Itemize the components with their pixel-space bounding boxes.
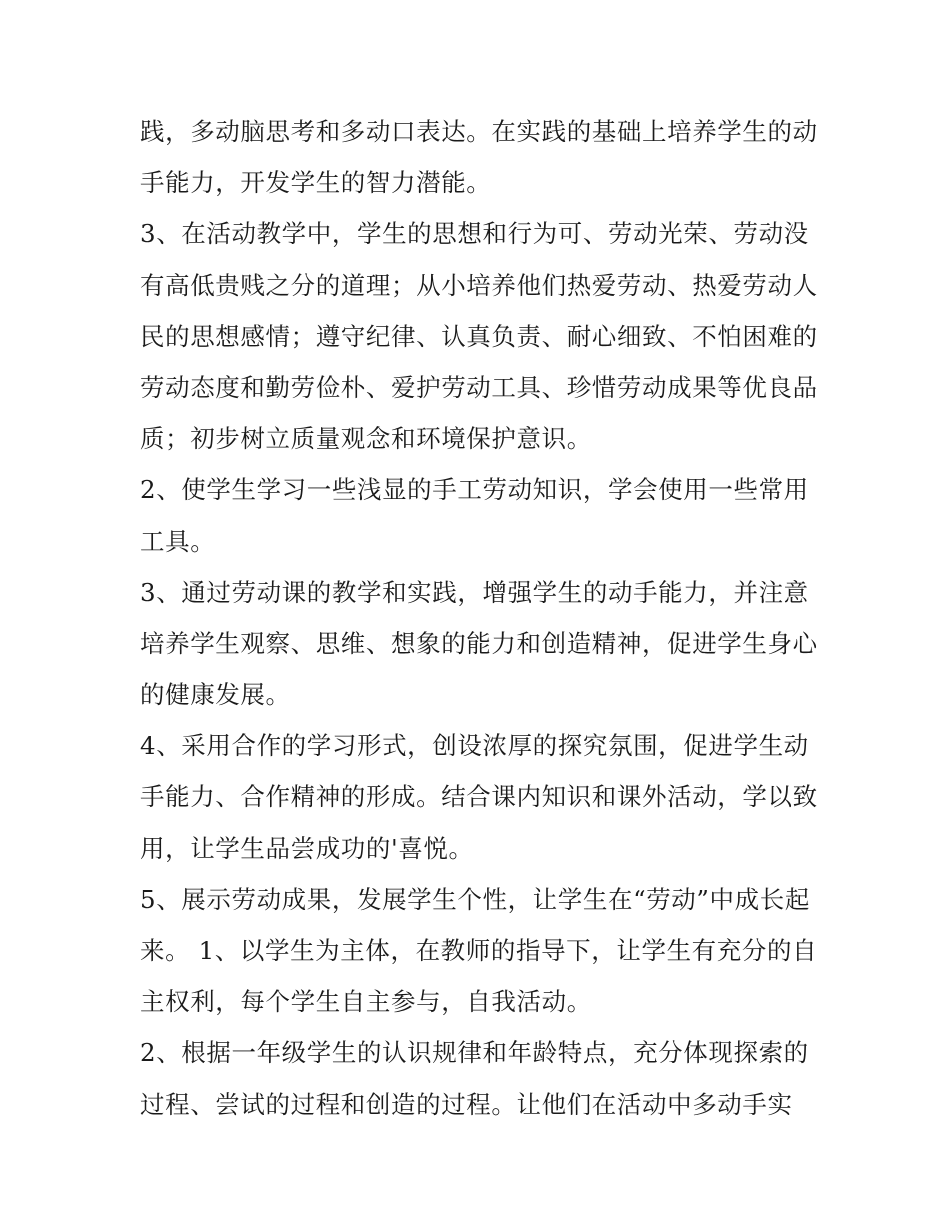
- text-line: 用，让学生品尝成功的'喜悦。: [140, 833, 474, 863]
- text-line: 2、根据一年级学生的认识规律和年龄特点，充分体现探索的: [140, 1038, 809, 1068]
- text-line: 2、使学生学习一些浅显的手工劳动知识，学会使用一些常用: [140, 475, 809, 505]
- text-line: 手能力、合作精神的形成。结合课内知识和课外活动，学以致: [140, 782, 818, 812]
- text-line: 手能力，开发学生的智力潜能。: [140, 168, 492, 198]
- text-line: 质；初步树立质量观念和环境保护意识。: [140, 424, 592, 454]
- text-line: 的健康发展。: [140, 680, 291, 710]
- document-body-text: [140, 106, 820, 1130]
- text-line: 4、采用合作的学习形式，创设浓厚的探究氛围，促进学生动: [140, 731, 809, 761]
- text-line: 民的思想感情；遵守纪律、认真负责、耐心细致、不怕困难的: [140, 321, 818, 351]
- text-line: 5、展示劳动成果，发展学生个性，让学生在“劳动”中成长起: [140, 884, 810, 914]
- text-line: 来。 1、以学生为主体，在教师的指导下，让学生有充分的自: [140, 936, 818, 965]
- text-line: 主权利，每个学生自主参与，自我活动。: [140, 987, 592, 1017]
- text-line: 践，多动脑思考和多动口表达。在实践的基础上培养学生的动: [140, 117, 818, 146]
- text-line: 劳动态度和勤劳俭朴、爱护劳动工具、珍惜劳动成果等优良品: [140, 372, 818, 402]
- text-line: 过程、尝试的过程和创造的过程。让他们在活动中多动手实: [140, 1089, 793, 1119]
- text-line: 工具。: [140, 526, 216, 556]
- text-line: 3、在活动教学中，学生的思想和行为可、劳动光荣、劳动没: [140, 219, 809, 249]
- text-line: 3、通过劳动课的教学和实践，增强学生的动手能力，并注意: [140, 577, 809, 607]
- text-line: 有高低贵贱之分的道理；从小培养他们热爱劳动、热爱劳动人: [140, 270, 818, 300]
- text-line: 培养学生观察、思维、想象的能力和创造精神，促进学生身心: [140, 628, 818, 658]
